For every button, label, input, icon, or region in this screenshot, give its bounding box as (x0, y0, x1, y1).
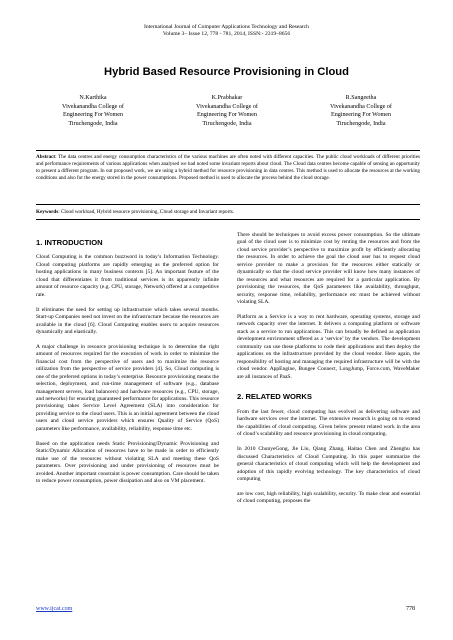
keywords-rule (36, 219, 420, 220)
intro-paragraph-1: Cloud Computing is the common buzzword in today’s Information Technology. Cloud computing platforms are rapidly emerging as the preferred option for hosting applications in many business contexts [5]. An important feature of the cloud that differentiates it from traditional services is its apparently infinite amount of resource capacity (e.g. CPU, storage, Network) offered at a competitive rate. (36, 254, 219, 298)
author-location: Tiruchengode, India (336, 120, 386, 127)
footer-url-link[interactable]: www.ijcat.com (36, 606, 73, 612)
author-name: R.Sangeetha (345, 95, 377, 101)
abstract-label: Abstract (36, 154, 56, 160)
abstract-text: : The data centres and energy consumption characteristics of the various machines are often noted with different capacities. The public cloud workloads of different priorities and performance requirements of various applications when analysed we had noted some invariant reports about cloud. The Cloud data centres become capable of sensing an opportunity to present a different program. In out proposed work, we are using a hybrid method for resource provisioning in data centres. This method is used to allocate the resources at the working conditions and also for the energy stored in the power consumptions. Proposed method is used to allocate the process behind the cloud storage. (36, 154, 420, 181)
related-paragraph-2a: In 2010 ChunyeGong, Jie Liu, Qiang Zhang, Haitao Chen and Zhenghu has discussed Characteristics of Cloud Computing. In this paper summarize the general characteristics of cloud computing which will help the development and adoption of this rapidly evolving technology. The key characteristics of cloud computing (237, 446, 420, 482)
journal-header (0, 24, 453, 38)
journal-volume: Volume 3– Issue 12, 778 - 781, 2014, ISSN:- 2319–8656 (162, 31, 291, 38)
journal-name: International Journal of Computer Applications Technology and Research (144, 24, 309, 30)
intro-paragraph-2: It eliminates the need for setting up infrastructure which takes several months. Start-up Companies need not invest on the infrastructure because the resources are available in the cloud [6]. Cloud Computing enables users to acquire resources dynamically and elastically. (36, 306, 219, 335)
abstract (36, 154, 420, 182)
intro-paragraph-6: Platform as a Service is a way to rent hardware, operating systems, storage and network capacity over the internet. It delivers a computing platform or software stack as a service to run applications. This can broadly be defined as application development environment offered as a ‘service’ by the vendors. The development community can use these platforms to code their applications and then deploy the applications on the infrastructure provided by the cloud vendor. Here again, the responsibility of hosting and managing the required infrastructure will be with the cloud vendor. AppEngine, Bungee Connect, LongJump, Force.com, WaveMaker are all instances of PaaS. (237, 313, 420, 380)
keywords (36, 209, 420, 216)
author-name: K.Prabhakar (211, 95, 243, 101)
keywords-text: : Cloud workload, Hybrid resource provisioning, Cloud storage and Invariant reports. (58, 209, 235, 215)
author-location: Tiruchengode, India (202, 120, 252, 127)
section-heading-introduction: 1. INTRODUCTION (36, 238, 103, 247)
intro-paragraph-5: There should be techniques to avoid excess power consumption. So the ultimate goal of the cloud user is to minimize cost by renting the resources and from the cloud service provider’s perspective to maximize profit by efficiently allocating the resources. In order to achieve the goal the cloud user has to request cloud service provider to make a provision for the resources either statically or dynamically so that the cloud service provider will know how many instances of the resources and what resources are required for a particular application. By provisioning the resources, the QoS parameters like availability, throughput, security, response time, reliability, performance etc must be achieved without violating SLA. (237, 232, 420, 306)
related-paragraph-2b: are low cost, high reliability, high scalability, security. To make clear and essential of cloud computing, proposes the (237, 490, 420, 505)
keywords-label: Keywords (36, 209, 59, 215)
author-affiliation: Engineering For Women (63, 112, 123, 119)
section-heading-related-works: 2. RELATED WORKS (237, 392, 312, 402)
page-number: 778 (406, 606, 415, 612)
author-affiliation: Vivekanandha College of (330, 103, 392, 110)
abstract-rule-bottom (36, 204, 420, 205)
left-column (36, 232, 219, 493)
right-column (237, 232, 420, 513)
paper-title: Hybrid Based Resource Provisioning in Cloud (104, 66, 349, 78)
author-affiliation: Vivekanandha College of (62, 103, 124, 110)
author-affiliation: Engineering For Women (197, 112, 257, 119)
intro-paragraph-4: Based on the application needs Static Provisioning/Dynamic Provisioning and Static/Dynamic Allocation of resources have to be made in order to efficiently make use of the resources without violating SLA and meeting these QoS parameters. Over provisioning and under provisioning of resources must be avoided. Another important constraint is power consumption. Care should be taken to reduce power consumption, power dissipation and also on VM placement. (36, 440, 219, 484)
related-paragraph-1: From the last fewer, cloud computing has evolved as delivering software and hardware services over the internet. The extensive research is going on to extend the capabilities of cloud computing. Given below present related work in the area of cloud’s scalability and resource provisioning in cloud computing. (237, 408, 420, 438)
author-affiliation: Vivekanandha College of (196, 103, 258, 110)
intro-paragraph-3: A major challenge in resource provisioning technique is to determine the right amount of resources required for the execution of work in order to minimize the financial cost from the perspective of users and to maximize the resource utilization from the perspective of service providers [4]. So, Cloud computing is one of the preferred options in today’s enterprise. Resource provisioning means the selection, deployment, and run-time management of software (e.g., database management servers, load balancers) and hardware resources (e.g., CPU, storage, and networks) for ensuring guaranteed performance for applications. This resource provisioning takes Service Level Agreement (SLA) into consideration for providing service to the cloud users. This is an initial agreement between the cloud users and cloud service providers which ensures Quality of Service (QoS) parameters like performance, availability, reliability, response time etc. (36, 343, 219, 432)
author-name: N.Karthika (79, 95, 107, 101)
author-block-2 (168, 94, 286, 128)
author-location: Tiruchengode, India (68, 120, 118, 127)
author-block-3 (302, 94, 420, 128)
abstract-rule-top (36, 150, 420, 151)
author-block-1 (34, 94, 152, 128)
author-affiliation: Engineering For Women (331, 112, 391, 119)
